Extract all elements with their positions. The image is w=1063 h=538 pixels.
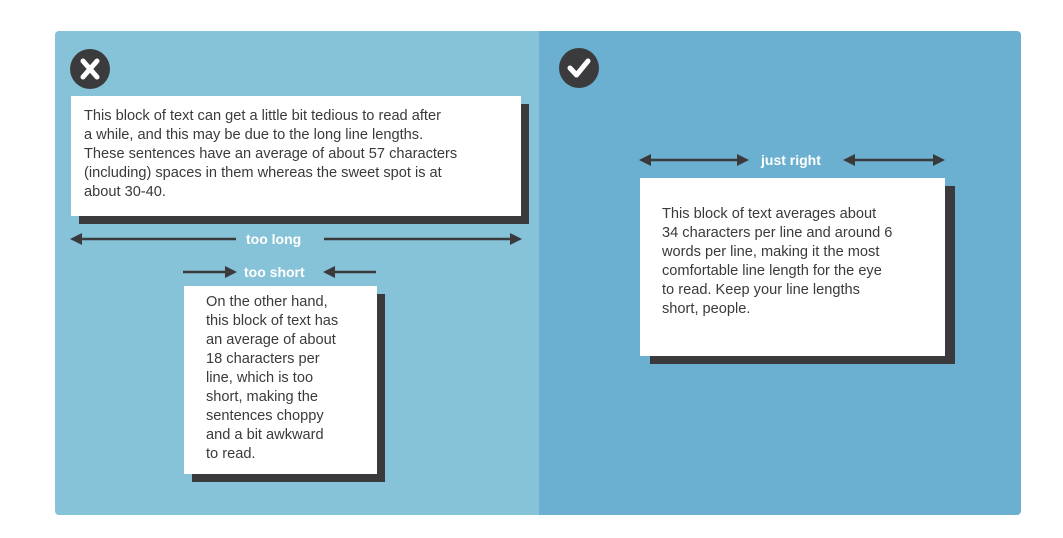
short-text-card <box>184 286 377 474</box>
too-long-label: too long <box>246 231 302 247</box>
good-text-card <box>640 178 945 356</box>
x-glyph <box>70 49 110 89</box>
short-text-body: On the other hand, this block of text has an average of about 18 characters per line, which is too short, making the sentences choppy and a bit awkward to read. <box>206 294 339 462</box>
x-icon <box>70 49 110 89</box>
too-short-label: too short <box>244 264 305 280</box>
just-right-label: just right <box>761 152 821 168</box>
check-icon <box>559 48 599 88</box>
long-text-body: This block of text can get a little bit tedious to read after a while, and this may be due to the long line lengths. These sentences have an average of about 57 characters (including) spaces in them whereas the sweet spot is at about 30-40. <box>84 108 458 200</box>
good-text-body: This block of text averages about 34 characters per line and around 6 words per line, making it the most comfortable line length for the eye to read. Keep your line lengths short, people. <box>662 206 893 317</box>
long-text-card <box>71 96 521 216</box>
check-glyph <box>559 48 599 88</box>
